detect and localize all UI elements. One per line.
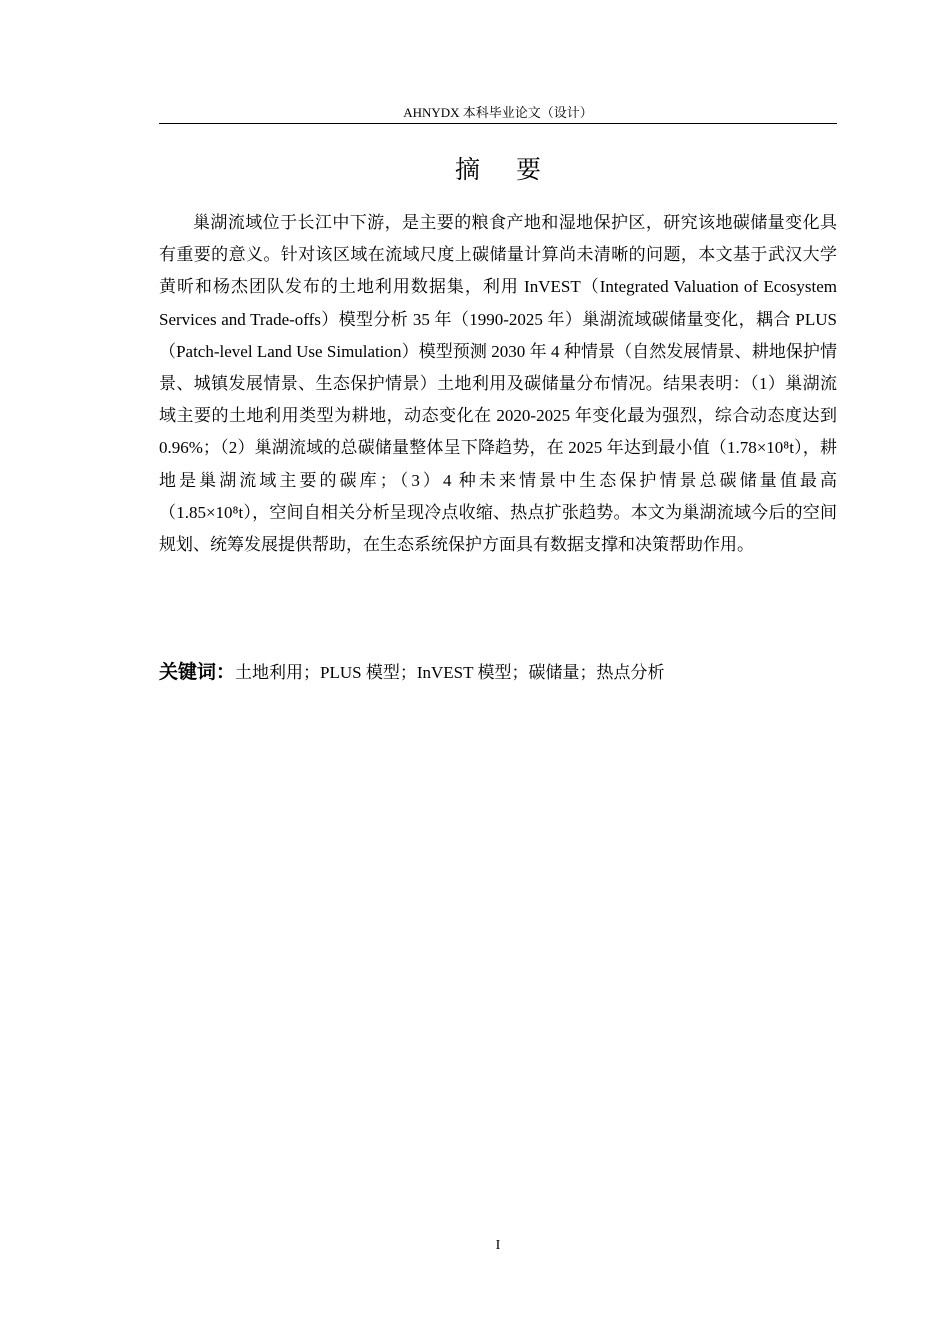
header-rule: [159, 123, 837, 124]
abstract-title: 摘 要: [455, 155, 555, 184]
keywords-label: 关键词：: [159, 661, 236, 683]
keywords-line: [159, 656, 837, 689]
running-header: AHNYDX 本科毕业论文（设计）: [403, 105, 593, 120]
keywords-text: 土地利用；PLUS 模型；InVEST 模型；碳储量；热点分析: [235, 663, 665, 682]
abstract-body: 巢湖流域位于长江中下游，是主要的粮食产地和湿地保护区，研究该地碳储量变化具有重要的意义。针对该区域在流域尺度上碳储量计算尚未清晰的问题，本文基于武汉大学黄昕和杨杰团队发布的土地利用数据集，利用 InVEST（Integrated Valuation of Ecosystem Services and Trade-offs）模型分析 35 年（1990-2025 年）巢湖流域碳储量变化，耦合 PLUS（Patch-level Land Use Simulation）模型预测 2030 年 4 种情景（自然发展情景、耕地保护情景、城镇发展情景、生态保护情景）土地利用及碳储量分布情况。结果表明：（1）巢湖流域主要的土地利用类型为耕地，动态变化在 2020-2025 年变化最为强烈，综合动态度达到 0.96%；（2）巢湖流域的总碳储量整体呈下降趋势，在 2025 年达到最小值（1.78×10⁸t），耕地是巢湖流域主要的碳库；（3）4 种未来情景中生态保护情景总碳储量值最高（1.85×10⁸t），空间自相关分析呈现冷点收缩、热点扩张趋势。本文为巢湖流域今后的空间规划、统筹发展提供帮助，在生态系统保护方面具有数据支撑和决策帮助作用。: [159, 213, 837, 555]
page-number: I: [495, 1238, 501, 1253]
